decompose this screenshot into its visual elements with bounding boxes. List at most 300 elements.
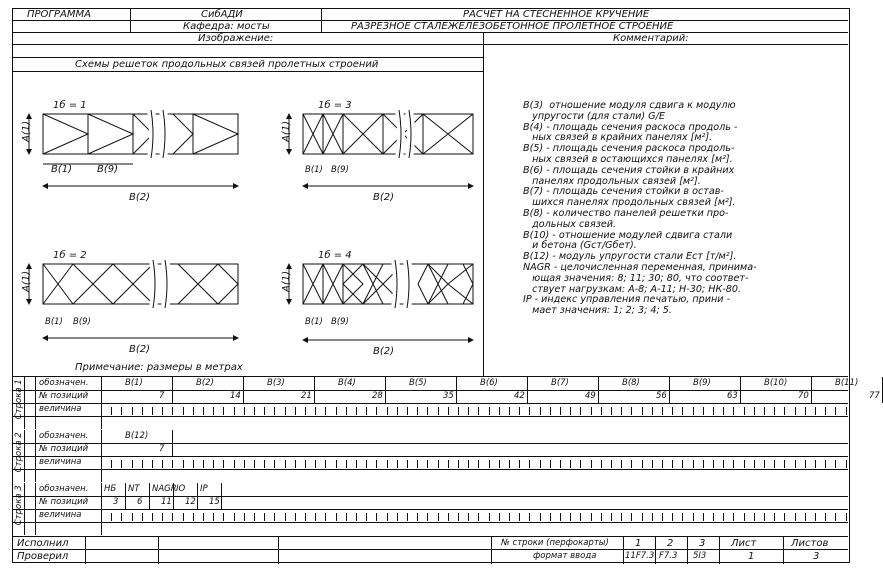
rule [24, 377, 25, 429]
value-cell-tick [172, 513, 173, 521]
value-cell-tick [172, 407, 173, 415]
value-cell-tick [835, 407, 836, 415]
value-cell-tick [244, 407, 245, 415]
value-cell-tick [295, 407, 296, 415]
rule [197, 483, 198, 509]
value-cell-tick [183, 407, 184, 415]
parameter-name: НБ [104, 484, 117, 494]
value-cell-tick [550, 460, 551, 468]
position-number: 7 [159, 391, 165, 401]
value-cell-tick [213, 407, 214, 415]
value-cell-tick [152, 407, 153, 415]
value-cell-tick [254, 513, 255, 521]
rule [13, 456, 848, 457]
value-cell-tick [529, 407, 530, 415]
value-cell-tick [662, 407, 663, 415]
value-cell-tick [560, 407, 561, 415]
value-cell-tick [356, 513, 357, 521]
rule [527, 377, 528, 403]
value-cell-tick [540, 513, 541, 521]
value-cell-tick [417, 460, 418, 468]
comment-label: Комментарий: [613, 33, 689, 44]
value-cell-tick [784, 513, 785, 521]
value-cell-tick [723, 407, 724, 415]
position-number: 70 [798, 391, 809, 401]
value-cell-tick [397, 460, 398, 468]
dim-a: А(1) [281, 120, 292, 142]
value-cell-tick [438, 460, 439, 468]
parameter-name: IО [176, 484, 186, 494]
value-cell-tick [723, 460, 724, 468]
rule [655, 536, 656, 564]
scheme-label: 1б = 1 [53, 100, 87, 111]
value-cell-tick [325, 513, 326, 521]
value-cell-tick [611, 407, 612, 415]
program-label: ПРОГРАММА [27, 9, 91, 20]
rule [243, 377, 244, 403]
rule [483, 32, 484, 376]
value-cell-tick [652, 460, 653, 468]
value-cell-tick [152, 460, 153, 468]
value-cell-tick [427, 407, 428, 415]
value-cell-tick [142, 460, 143, 468]
value-cell-tick [713, 513, 714, 521]
value-cells [101, 460, 848, 468]
parameter-name: В(12) [125, 431, 149, 441]
value-cell-tick [846, 460, 847, 468]
value-cell-tick [682, 407, 683, 415]
rows-label: № строки (перфокарты) [501, 538, 609, 548]
value-cell-tick [162, 407, 163, 415]
value-cell-tick [325, 407, 326, 415]
sheets-count: 3 [813, 551, 820, 562]
comment-line: В(10) - отношение модулей сдвига стали [523, 229, 733, 241]
dim-b2: В(2) [129, 192, 151, 203]
parameter-name: В(11) [835, 378, 859, 388]
value-cell-tick [805, 513, 806, 521]
value-cell-tick [387, 513, 388, 521]
value-cell-tick [795, 513, 796, 521]
value-cell-tick [693, 460, 694, 468]
col-number: 2 [667, 538, 674, 549]
position-number: 21 [301, 391, 312, 401]
row-label: № позиций [39, 391, 89, 401]
value-cell-tick [795, 407, 796, 415]
value-cell-tick [458, 513, 459, 521]
value-cell-tick [417, 513, 418, 521]
value-cell-tick [519, 460, 520, 468]
value-cell-tick [397, 407, 398, 415]
comment-line: IP - индекс управления печатью, прини - [523, 294, 731, 306]
rule [456, 377, 457, 403]
dim-b1: В(1) [305, 165, 323, 175]
calculation-form [12, 8, 880, 563]
value-cell-tick [642, 460, 643, 468]
value-cell-tick [570, 460, 571, 468]
value-cell-tick [234, 460, 235, 468]
row-label: величина [39, 457, 82, 467]
value-cell-tick [438, 407, 439, 415]
row-group-label: Строка 1 [13, 379, 24, 420]
dim-b9: В(9) [73, 317, 91, 327]
value-cell-tick [193, 513, 194, 521]
value-cell-tick [305, 407, 306, 415]
value-cell-tick [336, 460, 337, 468]
value-cell-tick [529, 513, 530, 521]
value-cell-tick [489, 513, 490, 521]
value-cell-tick [733, 513, 734, 521]
value-cell-tick [203, 407, 204, 415]
checked-label: Проверил [17, 551, 69, 562]
rule [13, 443, 848, 444]
value-cell-tick [478, 460, 479, 468]
parameter-name: IР [200, 484, 208, 494]
value-cell-tick [489, 407, 490, 415]
dim-b2: В(2) [373, 346, 395, 357]
rule [740, 377, 741, 403]
value-cell-tick [764, 460, 765, 468]
value-cell-tick [672, 407, 673, 415]
value-cell-tick [693, 407, 694, 415]
value-cell-tick [784, 407, 785, 415]
value-cell-tick [754, 513, 755, 521]
value-cell-tick [101, 407, 102, 415]
value-cell-tick [591, 407, 592, 415]
value-cell-tick [234, 407, 235, 415]
value-cell-tick [580, 513, 581, 521]
executor-label: Исполнил [17, 538, 69, 549]
rule [719, 536, 720, 564]
rule [811, 377, 812, 403]
comment-line: мает значения: 1; 2; 3; 4; 5. [523, 305, 672, 317]
rule [35, 483, 36, 535]
value-cell-tick [591, 513, 592, 521]
value-cell-tick [662, 460, 663, 468]
value-cell-tick [774, 407, 775, 415]
comment-line: В(8) - количество панелей решетки про- [523, 207, 729, 219]
value-cell-tick [764, 513, 765, 521]
value-cell-tick [183, 513, 184, 521]
row-label: величина [39, 404, 82, 414]
value-cell-tick [132, 407, 133, 415]
value-cell-tick [336, 513, 337, 521]
value-cell-tick [376, 513, 377, 521]
format-value: F7.3 [659, 551, 678, 561]
rule [13, 536, 848, 537]
scheme-label: 1б = 3 [318, 100, 352, 111]
org-name: СибАДИ [201, 9, 243, 20]
value-cell-tick [682, 460, 683, 468]
value-cell-tick [193, 407, 194, 415]
position-number: 28 [372, 391, 383, 401]
value-cell-tick [499, 460, 500, 468]
value-cell-tick [642, 407, 643, 415]
rule [35, 430, 36, 482]
value-cell-tick [458, 407, 459, 415]
value-cell-tick [754, 407, 755, 415]
value-cell-tick [744, 513, 745, 521]
comment-line: шихся панелях продольных связей [м²]. [523, 197, 736, 209]
image-label: Изображение: [198, 33, 274, 44]
value-cell-tick [254, 460, 255, 468]
rule [35, 377, 36, 429]
value-cell-tick [274, 513, 275, 521]
comment-line: панелях продольных связей [м²]. [523, 175, 701, 187]
comment-line: В(4) - площадь сечения раскоса продоль - [523, 121, 738, 133]
value-cell-tick [580, 407, 581, 415]
scheme-label: 1б = 2 [53, 250, 87, 261]
dim-b1: В(1) [51, 164, 73, 175]
rule [314, 377, 315, 403]
value-cell-tick [611, 460, 612, 468]
col-number: 1 [635, 538, 642, 549]
value-cell-tick [601, 460, 602, 468]
format-value: 11F7.3 [625, 551, 655, 561]
value-cell-tick [121, 460, 122, 468]
format-label: формат ввода [533, 551, 597, 561]
value-cell-tick [652, 513, 653, 521]
row-label: № позиций [39, 444, 89, 454]
comment-line: упругости (для стали) G/E [523, 110, 665, 122]
value-cell-tick [254, 407, 255, 415]
row-label: обозначен. [39, 484, 89, 494]
value-cell-tick [132, 460, 133, 468]
value-cell-tick [274, 460, 275, 468]
value-cell-tick [815, 460, 816, 468]
value-cell-tick [509, 460, 510, 468]
value-cell-tick [631, 460, 632, 468]
value-cell-tick [621, 460, 622, 468]
value-cell-tick [111, 407, 112, 415]
comment-line: В(6) - площадь сечения стойки в крайних [523, 164, 735, 176]
value-cell-tick [295, 460, 296, 468]
value-cell-tick [621, 407, 622, 415]
value-cell-tick [682, 513, 683, 521]
parameter-name: В(10) [764, 378, 788, 388]
value-cell-tick [244, 513, 245, 521]
value-cell-tick [264, 513, 265, 521]
parameter-name: В(4) [338, 378, 356, 388]
parameter-name: В(3) [267, 378, 285, 388]
position-number: 63 [727, 391, 738, 401]
parameter-name: В(2) [196, 378, 214, 388]
value-cell-tick [815, 407, 816, 415]
scheme-label: 1б = 4 [318, 250, 352, 261]
comment-line: ных связей в крайних панелях [м²]. [523, 132, 713, 144]
comment-line: В(12) - модуль упругости стали Eст [т/м²]. [523, 251, 737, 263]
value-cell-tick [213, 460, 214, 468]
value-cell-tick [285, 513, 286, 521]
rule [149, 483, 150, 509]
value-cell-tick [672, 513, 673, 521]
rule [85, 536, 86, 564]
truss-diagrams [13, 72, 483, 376]
value-cell-tick [733, 407, 734, 415]
value-cell-tick [693, 513, 694, 521]
value-cell-tick [387, 460, 388, 468]
value-cell-tick [203, 460, 204, 468]
value-cell-tick [652, 407, 653, 415]
value-cell-tick [213, 513, 214, 521]
rule [598, 377, 599, 403]
value-cell-tick [662, 513, 663, 521]
value-cell-tick [162, 513, 163, 521]
value-cell-tick [325, 460, 326, 468]
value-cell-tick [835, 513, 836, 521]
value-cell-tick [264, 460, 265, 468]
value-cell-tick [713, 460, 714, 468]
value-cell-tick [825, 460, 826, 468]
sheet-label: Лист [731, 538, 757, 549]
value-cell-tick [458, 460, 459, 468]
value-cell-tick [835, 460, 836, 468]
value-cell-tick [223, 460, 224, 468]
value-cell-tick [356, 460, 357, 468]
value-cell-tick [162, 460, 163, 468]
rule [13, 390, 848, 391]
value-cell-tick [642, 513, 643, 521]
row-label: величина [39, 510, 82, 520]
value-cell-tick [448, 460, 449, 468]
value-cell-tick [478, 513, 479, 521]
rule [101, 430, 102, 482]
value-cell-tick [121, 513, 122, 521]
value-cell-tick [672, 460, 673, 468]
value-cell-tick [407, 460, 408, 468]
dim-b2: В(2) [373, 192, 395, 203]
value-cell-tick [468, 460, 469, 468]
value-cell-tick [489, 460, 490, 468]
value-cell-tick [336, 407, 337, 415]
value-cell-tick [723, 513, 724, 521]
rule [101, 483, 102, 535]
row-group-label: Строка 2 [13, 432, 24, 473]
position-number: 14 [230, 391, 241, 401]
dim-b9: В(9) [331, 165, 349, 175]
value-cell-tick [274, 407, 275, 415]
comment-line: ющая значения: 8; 11; 30; 80, что соответ- [523, 272, 749, 284]
value-cell-tick [529, 460, 530, 468]
value-cell-tick [764, 407, 765, 415]
dim-b9: В(9) [331, 317, 349, 327]
position-number: 7 [159, 444, 165, 454]
value-cell-tick [142, 407, 143, 415]
value-cell-tick [795, 460, 796, 468]
comment-line: дольных связей. [523, 218, 617, 230]
value-cell-tick [346, 513, 347, 521]
rule [158, 536, 159, 564]
rule [13, 57, 483, 58]
value-cell-tick [285, 407, 286, 415]
value-cell-tick [570, 513, 571, 521]
parameter-name: NТ [128, 484, 140, 494]
value-cell-tick [346, 460, 347, 468]
comment-line: и бетона (Gст/Gбет). [523, 240, 637, 252]
position-number: 6 [137, 497, 143, 507]
parameter-name: NАGR [152, 484, 177, 494]
parameter-name: В(6) [480, 378, 498, 388]
rule [13, 403, 848, 404]
value-cell-tick [560, 460, 561, 468]
position-number: 77 [869, 391, 880, 401]
value-cell-tick [519, 513, 520, 521]
value-cell-tick [152, 513, 153, 521]
rule [491, 536, 492, 564]
rule [130, 9, 131, 32]
rule [13, 549, 848, 550]
comment-line: NАGR - целочисленная переменная, принима- [523, 261, 757, 273]
value-cell-tick [591, 460, 592, 468]
parameter-name: В(1) [125, 378, 143, 388]
rule [13, 44, 848, 45]
rule [321, 9, 322, 32]
value-cell-tick [111, 460, 112, 468]
value-cell-tick [478, 407, 479, 415]
rule [13, 376, 848, 377]
value-cell-tick [805, 460, 806, 468]
value-cell-tick [631, 513, 632, 521]
position-number: 11 [161, 497, 172, 507]
value-cell-tick [825, 513, 826, 521]
value-cell-tick [601, 407, 602, 415]
title-2: РАЗРЕЗНОЕ СТАЛЕЖЕЛЕЗОБЕТОННОЕ ПРОЛЕТНОЕ СТРОЕНИЕ [351, 21, 674, 32]
value-cell-tick [550, 513, 551, 521]
value-cell-tick [540, 460, 541, 468]
value-cell-tick [754, 460, 755, 468]
value-cell-tick [560, 513, 561, 521]
value-cell-tick [223, 407, 224, 415]
parameter-name: В(7) [551, 378, 569, 388]
sheet-number: 1 [748, 551, 755, 562]
value-cell-tick [376, 407, 377, 415]
value-cell-tick [427, 513, 428, 521]
rule [278, 536, 279, 564]
value-cell-tick [744, 460, 745, 468]
value-cell-tick [366, 407, 367, 415]
value-cell-tick [703, 407, 704, 415]
comment-line: В(5) - площадь сечения раскоса продоль- [523, 143, 735, 155]
rule [13, 32, 848, 33]
position-number: 12 [185, 497, 196, 507]
value-cell-tick [509, 513, 510, 521]
dim-b1: В(1) [305, 317, 323, 327]
dim-a: А(1) [21, 270, 32, 292]
value-cell-tick [703, 460, 704, 468]
value-cell-tick [285, 460, 286, 468]
value-cell-tick [825, 407, 826, 415]
parameter-name: В(9) [693, 378, 711, 388]
dim-b2: В(2) [129, 344, 151, 355]
value-cell-tick [540, 407, 541, 415]
row-label: № позиций [39, 497, 89, 507]
value-cell-tick [621, 513, 622, 521]
rule [172, 430, 173, 456]
value-cell-tick [499, 513, 500, 521]
value-cell-tick [142, 513, 143, 521]
department-name: Кафедра: мосты [183, 21, 270, 32]
rule [24, 430, 25, 482]
position-number: 15 [209, 497, 220, 507]
value-cells [101, 513, 848, 521]
rule [623, 536, 624, 564]
dim-a: А(1) [281, 270, 292, 292]
value-cell-tick [305, 513, 306, 521]
position-number: 56 [656, 391, 667, 401]
value-cell-tick [815, 513, 816, 521]
dim-a: А(1) [21, 120, 32, 142]
position-number: 42 [514, 391, 525, 401]
value-cell-tick [733, 460, 734, 468]
